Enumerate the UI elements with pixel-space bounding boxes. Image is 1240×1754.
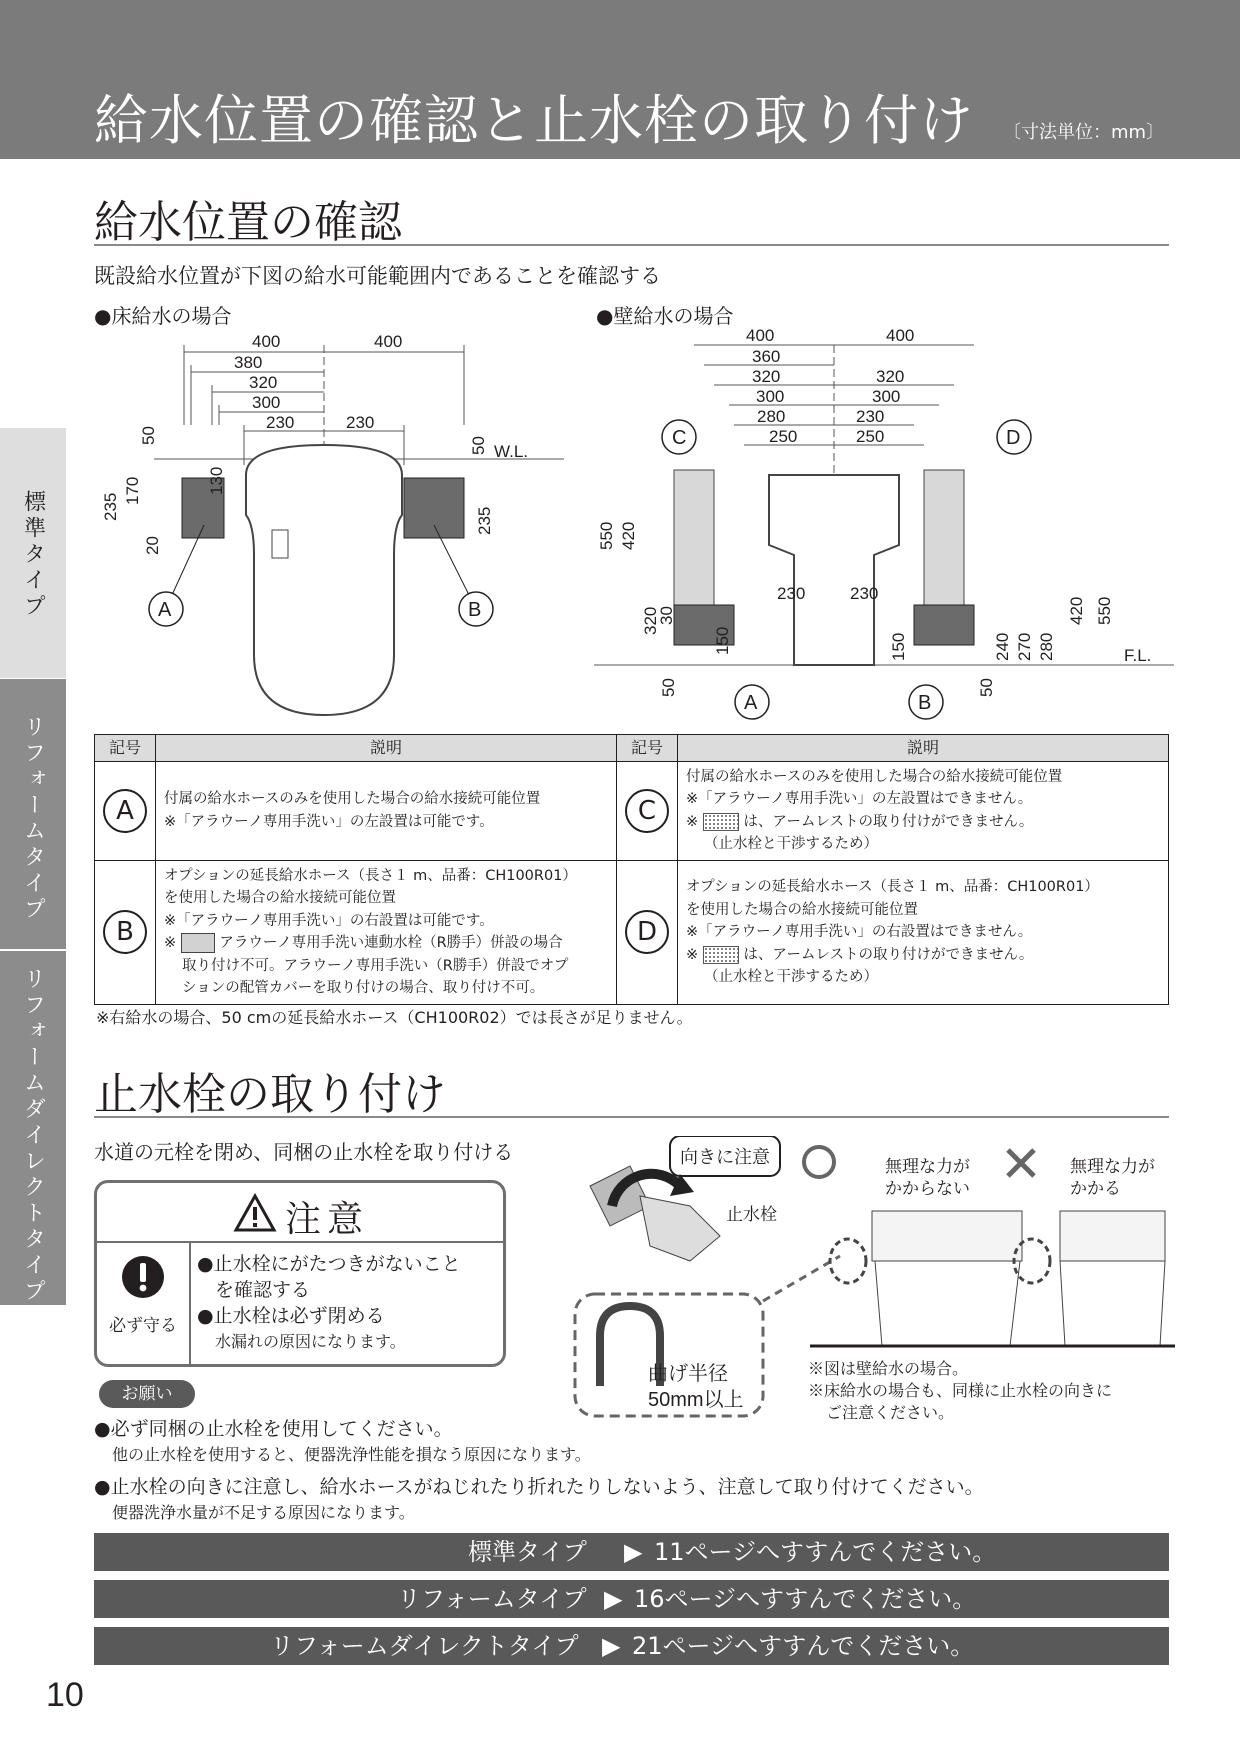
warning-triangle-icon	[233, 1193, 277, 1233]
section-title-check: 給水位置の確認	[94, 197, 402, 248]
nav-text: 11ページへすすんでください。	[654, 1538, 997, 1566]
section-rule	[94, 1116, 1169, 1118]
valve-install-figure	[570, 1136, 1180, 1426]
dim-label: 170	[123, 476, 142, 505]
dim-label: 250	[856, 427, 885, 446]
ng-text-1: 無理な力が	[1070, 1157, 1155, 1176]
dim-label: 550	[597, 521, 616, 550]
dim-label: 130	[207, 466, 226, 495]
desc-line: を使用した場合の給水接続可能位置	[686, 901, 918, 918]
dim-label: 50	[977, 678, 996, 697]
grey-area-swatch	[181, 933, 215, 953]
table-header: 説明	[156, 735, 617, 762]
page-number: 10	[46, 1676, 84, 1714]
dim-label: 250	[769, 427, 798, 446]
wall-supply-label: ●壁給水の場合	[596, 304, 734, 328]
floor-supply-label: ●床給水の場合	[94, 304, 232, 328]
dim-label: 230	[777, 584, 806, 603]
side-tab-reform-direct[interactable]	[0, 951, 66, 1305]
dim-label: 20	[143, 536, 162, 555]
mark-d: D	[625, 910, 669, 954]
table-row-d-mark	[617, 860, 678, 1004]
nav-text: 16ページへすすんでください。	[634, 1585, 977, 1613]
mark-b: B	[103, 910, 147, 954]
desc-line: 付属の給水ホースのみを使用した場合の給水接続可能位置	[164, 791, 541, 808]
dim-label: 230	[850, 584, 879, 603]
desc-line-dots: ※ は、アームレストの取り付けができません。	[686, 813, 1034, 830]
dim-label: 420	[1067, 596, 1086, 625]
exclamation-icon	[121, 1255, 165, 1299]
table-row-d-desc	[678, 860, 1169, 1004]
table-row-c-mark	[617, 762, 678, 861]
ok-text-1: 無理な力が	[885, 1157, 970, 1176]
dim-label: 300	[252, 393, 281, 412]
section-intro: 水道の元栓を閉め、同梱の止水栓を取り付ける	[94, 1140, 514, 1164]
dim-label: 420	[619, 521, 638, 550]
table-footnote: ※右給水の場合、50 cmの延長給水ホース（CH100R02）では長さが足りません。	[96, 1008, 693, 1027]
mark-label: B	[918, 692, 932, 714]
desc-line: ※「アラウーノ専用手洗い」の左設置はできません。	[686, 791, 1033, 808]
dim-label: 50	[659, 678, 678, 697]
figure-note: ※床給水の場合も、同様に止水栓の向きに	[808, 1383, 1113, 1400]
dim-label: 280	[1037, 632, 1056, 661]
dim-label: W.L.	[494, 442, 529, 461]
caution-item: ●止水栓にがたつきがないこと	[197, 1253, 461, 1275]
dim-label: 230	[266, 413, 295, 432]
mark-label: C	[672, 427, 687, 449]
side-tab-standard[interactable]	[0, 428, 66, 678]
table-header: 記号	[95, 735, 156, 762]
page-title: 給水位置の確認と止水栓の取り付け	[94, 89, 974, 152]
dim-label: 150	[713, 626, 732, 655]
desc-line-grey: ※ アラウーノ専用手洗い連動水栓（R勝手）併設の場合	[164, 935, 563, 952]
figure-note: ※図は壁給水の場合。	[808, 1361, 969, 1378]
dim-label: 380	[234, 353, 263, 372]
desc-line: （止水栓と干渉するため）	[704, 836, 878, 853]
desc-line: を使用した場合の給水接続可能位置	[164, 890, 396, 907]
dim-label: 270	[1015, 632, 1034, 661]
desc-line-dots: ※ は、アームレストの取り付けができません。	[686, 946, 1034, 963]
caution-icon-cell	[97, 1243, 191, 1364]
nav-bar-standard[interactable]	[94, 1533, 1169, 1571]
dim-label: 320	[752, 367, 781, 386]
table-header: 説明	[678, 735, 1169, 762]
table-row-b-mark	[95, 860, 156, 1004]
valve-label: 止水栓	[726, 1205, 777, 1224]
mark-a: A	[103, 789, 147, 833]
mark-label: B	[468, 599, 482, 621]
mark-label: A	[744, 692, 758, 714]
side-tab-label: 標準タイプ	[20, 490, 46, 620]
desc-line: （止水栓と干渉するため）	[704, 968, 878, 985]
wall-supply-diagram	[594, 325, 1174, 725]
ng-text-2: かかる	[1070, 1179, 1121, 1198]
side-tab-reform[interactable]	[0, 679, 66, 949]
desc-line: ションの配管カバーを取り付けの場合、取り付け不可。	[182, 980, 545, 997]
request-item-sub: 他の止水栓を使用すると、便器洗浄性能を損なう原因になります。	[112, 1445, 591, 1464]
dim-label: 400	[886, 326, 915, 345]
request-item-main: ●必ず同梱の止水栓を使用してください。	[94, 1418, 453, 1440]
dim-label: 320	[641, 606, 660, 635]
dotted-area-swatch	[703, 813, 739, 831]
bend-label-2: 50mm以上	[648, 1389, 744, 1411]
section-intro: 既設給水位置が下図の給水可能範囲内であることを確認する	[94, 264, 661, 288]
dim-label: 150	[889, 632, 908, 661]
dim-label: 400	[374, 332, 403, 351]
caution-item: ●止水栓は必ず閉める	[197, 1305, 385, 1327]
caution-header	[97, 1183, 503, 1243]
caution-items	[197, 1251, 461, 1355]
dim-label: 235	[475, 506, 494, 535]
table-row-a-mark	[95, 762, 156, 861]
floor-supply-diagram	[94, 325, 564, 725]
dim-label: 360	[752, 347, 781, 366]
mark-label: D	[1006, 427, 1021, 449]
nav-type: 標準タイプ	[468, 1538, 587, 1566]
dim-label: 230	[856, 407, 885, 426]
nav-type: リフォームダイレクトタイプ	[270, 1632, 579, 1660]
desc-line: オプションの延長給水ホース（長さ１ m、品番：CH100R01）	[686, 879, 1099, 896]
desc-line: ※「アラウーノ専用手洗い」の右設置は可能です。	[164, 912, 494, 929]
dim-label: 230	[346, 413, 375, 432]
dim-label: 50	[469, 436, 488, 455]
request-pill: お願い	[99, 1380, 195, 1408]
desc-line: 取り付け不可。アラウーノ専用手洗い（R勝手）併設でオプ	[182, 957, 569, 974]
dim-label: 400	[252, 332, 281, 351]
ok-text-2: かからない	[885, 1179, 970, 1198]
caution-title: 注意	[285, 1199, 370, 1240]
dim-label: 50	[139, 426, 158, 445]
figure-note: ご注意ください。	[826, 1405, 955, 1422]
caution-item: 水漏れの原因になります。	[215, 1332, 406, 1351]
nav-bar-reform-direct[interactable]	[94, 1627, 1169, 1665]
bend-label-1: 曲げ半径	[648, 1363, 728, 1385]
desc-line: オプションの延長給水ホース（長さ１ m、品番：CH100R01）	[164, 867, 577, 884]
caution-box	[94, 1180, 506, 1367]
position-table	[94, 734, 1169, 1005]
dim-label: 320	[876, 367, 905, 386]
dim-label: 235	[101, 492, 120, 521]
table-row-b-desc	[156, 860, 617, 1004]
caution-item: を確認する	[215, 1279, 311, 1301]
section-rule	[94, 244, 1169, 246]
direction-label: 向きに注意	[680, 1147, 770, 1167]
nav-arrow-icon: ▶	[602, 1632, 621, 1660]
must-label: 必ず守る	[109, 1316, 177, 1336]
dim-label: 240	[993, 632, 1012, 661]
table-header: 記号	[617, 735, 678, 762]
request-item-main: ●止水栓の向きに注意し、給水ホースがねじれたり折れたりしないよう、注意して取り付けてください。	[94, 1476, 984, 1498]
unit-note: 〔寸法単位：mm〕	[1003, 122, 1165, 143]
dim-label: 320	[249, 373, 278, 392]
desc-line: 付属の給水ホースのみを使用した場合の給水接続可能位置	[686, 769, 1063, 785]
dotted-area-swatch	[703, 946, 739, 964]
table-row-c-desc	[678, 762, 1169, 861]
nav-bar-reform[interactable]	[94, 1580, 1169, 1618]
dim-label: 550	[1095, 596, 1114, 625]
nav-arrow-icon: ▶	[624, 1538, 643, 1566]
nav-text: 21ページへすすんでください。	[632, 1632, 975, 1660]
dim-label: 300	[872, 387, 901, 406]
dim-label: 400	[746, 326, 775, 345]
desc-line: ※「アラウーノ専用手洗い」の右設置はできません。	[686, 924, 1033, 941]
mark-label: A	[158, 599, 172, 621]
dim-label: 300	[756, 387, 785, 406]
nav-arrow-icon: ▶	[604, 1585, 623, 1613]
dim-label: 30	[657, 606, 676, 625]
dim-label: F.L.	[1124, 646, 1152, 665]
side-tab-label: リフォームタイプ	[20, 715, 46, 923]
mark-c: C	[625, 789, 669, 833]
desc-line: ※「アラウーノ専用手洗い」の左設置は可能です。	[164, 813, 494, 830]
request-item-sub: 便器洗浄水量が不足する原因になります。	[112, 1503, 415, 1522]
side-tab-label: リフォームダイレクトタイプ	[20, 967, 46, 1305]
table-row-a-desc	[156, 762, 617, 861]
dim-label: 280	[757, 407, 786, 426]
nav-type: リフォームタイプ	[397, 1585, 587, 1613]
section-title-install: 止水栓の取り付け	[94, 1069, 446, 1120]
